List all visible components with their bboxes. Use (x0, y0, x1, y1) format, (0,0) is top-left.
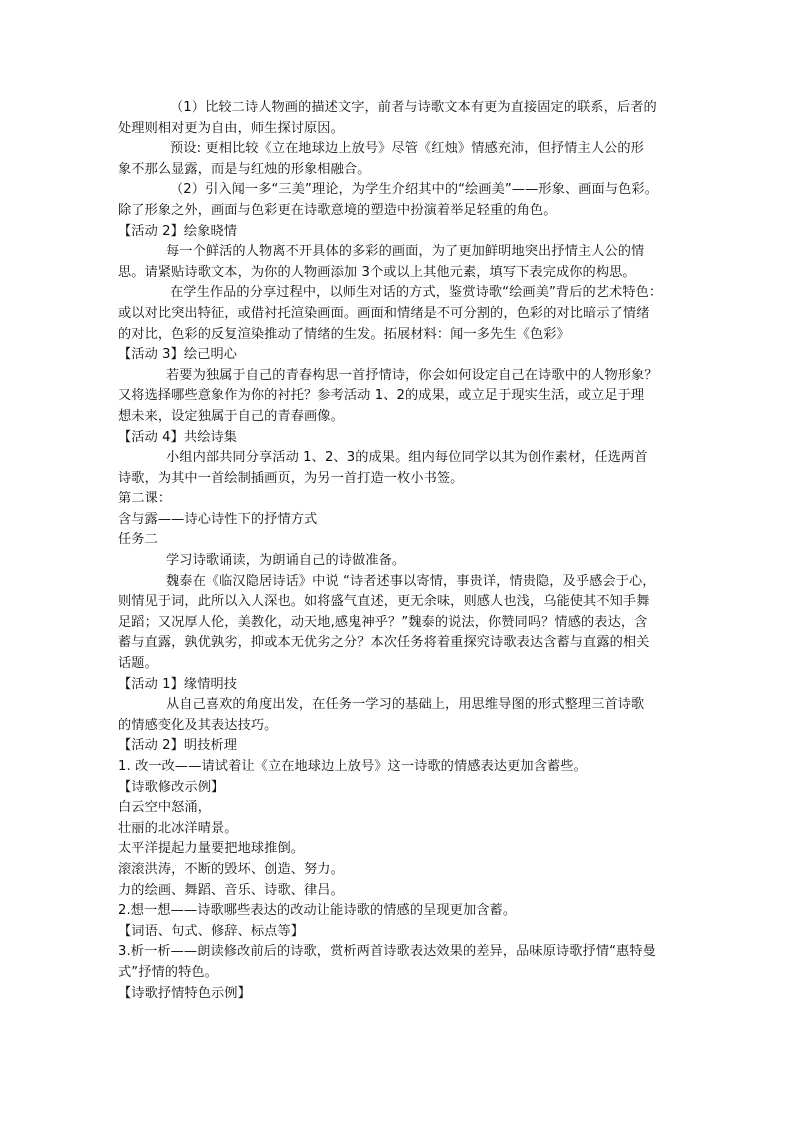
text-line: 滚滚洪涛，不断的毁坏、创造、努力。 (118, 861, 344, 877)
text-line: 每一个鲜活的人物离不开具体的多彩的画面，为了更加鲜明地突出抒情主人公的情 (166, 244, 645, 260)
text-line: 任务二 (118, 532, 158, 548)
text-line: 话题。 (118, 656, 158, 672)
text-line: （2）引入闻一多“三美”理论，为学生介绍其中的“绘画美”——形象、画面与色彩。 (170, 182, 658, 198)
text-line: 【活动 3】绘己明心 (118, 347, 238, 363)
text-line: 2.想一想——诗歌哪些表达的改动让能诗歌的情感的呈现更加含蓄。 (118, 903, 517, 919)
text-line: 诗歌，为其中一首绘制插画页，为另一首打造一枚小书签。 (118, 470, 464, 486)
text-line: 在学生作品的分享过程中，以师生对话的方式，鉴赏诗歌“绘画美”背后的艺术特色： (170, 285, 663, 301)
text-line: （1）比较二诗人物画的描述文字，前者与诗歌文本有更为直接固定的联系，后者的 (170, 100, 657, 115)
text-line: 【活动 2】明技析理 (118, 738, 238, 754)
text-line: 【诗歌抒情特色示例】 (118, 985, 251, 1001)
text-line: 【活动 4】共绘诗集 (118, 429, 238, 445)
text-line: 或以对比突出特征，或借衬托渲染画面。画面和情绪是不可分割的，色彩的对比暗示了情绪 (118, 305, 650, 321)
text-line: 从自己喜欢的角度出发，在任务一学习的基础上，用思维导图的形式整理三首诗歌 (166, 697, 645, 713)
text-line: 的情感变化及其表达技巧。 (118, 717, 278, 733)
text-line: 式”抒情的特色。 (118, 964, 218, 980)
text-line: 白云空中怒涌， (118, 800, 212, 816)
text-line: 【词语、句式、修辞、标点等】 (118, 923, 305, 939)
text-line: 【活动 1】缘情明技 (118, 676, 238, 692)
text-line: 太平洋提起力量要把地球推倒。 (118, 841, 305, 857)
text-line: 处理则相对更为自由，师生探讨原因。 (118, 120, 344, 136)
text-line: 含与露——诗心诗性下的抒情方式 (118, 511, 318, 527)
text-line: 若要为独属于自己的青春构思一首抒情诗，你会如何设定自己在诗歌中的人物形象？ (166, 367, 658, 383)
text-line: 蓄与直露，孰优孰劣，抑或本无优劣之分？本次任务将着重探究诗歌表达含蓄与直露的相关 (118, 635, 650, 651)
text-line: 除了形象之外，画面与色彩更在诗歌意境的塑造中扮演着举足轻重的角色。 (118, 202, 557, 218)
text-line: 小组内部共同分享活动 1、2、3的成果。组内每位同学以其为创作素材，任选两首 (166, 450, 648, 466)
text-line: 魏泰在《临汉隐居诗话》中说 “诗者述事以寄情，事贵详，情贵隐，及乎感会于心， (166, 573, 656, 589)
text-line: 力的绘画、舞蹈、音乐、诗歌、律吕。 (118, 882, 344, 898)
text-line: 【活动 2】绘象晓情 (118, 223, 238, 239)
text-line: 学习诗歌诵读，为朗诵自己的诗做准备。 (166, 553, 406, 569)
text-line: 预设: 更相比较《立在地球边上放号》尽管《红烛》情感充沛，但抒情主人公的形 (170, 141, 644, 157)
text-line: 又将选择哪些意象作为你的衬托？参考活动 1、2的成果，或立足于现实生活，或立足于理 (118, 388, 645, 404)
text-line: 想未来，设定独属于自己的青春画像。 (118, 408, 344, 424)
text-line: 3.析一析——朗读修改前后的诗歌，赏析两首诗歌表达效果的差异，品味原诗歌抒情“惠特曼 (118, 944, 656, 960)
text-line: 思。请紧贴诗歌文本，为你的人物画添加 3个或以上其他元素，填写下表完成你的构思。 (118, 264, 636, 280)
text-line: 则情见于词，此所以入人深也。如将盛气直述，更无余味，则感人也浅，乌能使其不知手舞 (118, 594, 650, 610)
text-line: 壮丽的北冰洋晴景。 (118, 820, 238, 836)
document-page (118, 98, 681, 1004)
text-line: 1. 改一改——请试着让《立在地球边上放号》这一诗歌的情感表达更加含蓄些。 (118, 759, 587, 774)
text-line: 【诗歌修改示例】 (118, 779, 225, 795)
text-line: 第二课： (118, 491, 172, 507)
text-line: 象不那么显露，而是与红烛的形象相融合。 (118, 161, 371, 177)
text-line: 足蹈；又况厚人伦，美教化，动天地,感鬼神乎？”魏泰的说法，你赞同吗？情感的表达，含 (118, 614, 648, 630)
text-line: 的对比，色彩的反复渲染推动了情绪的生发。拓展材料：闻一多先生《色彩》 (118, 326, 570, 342)
